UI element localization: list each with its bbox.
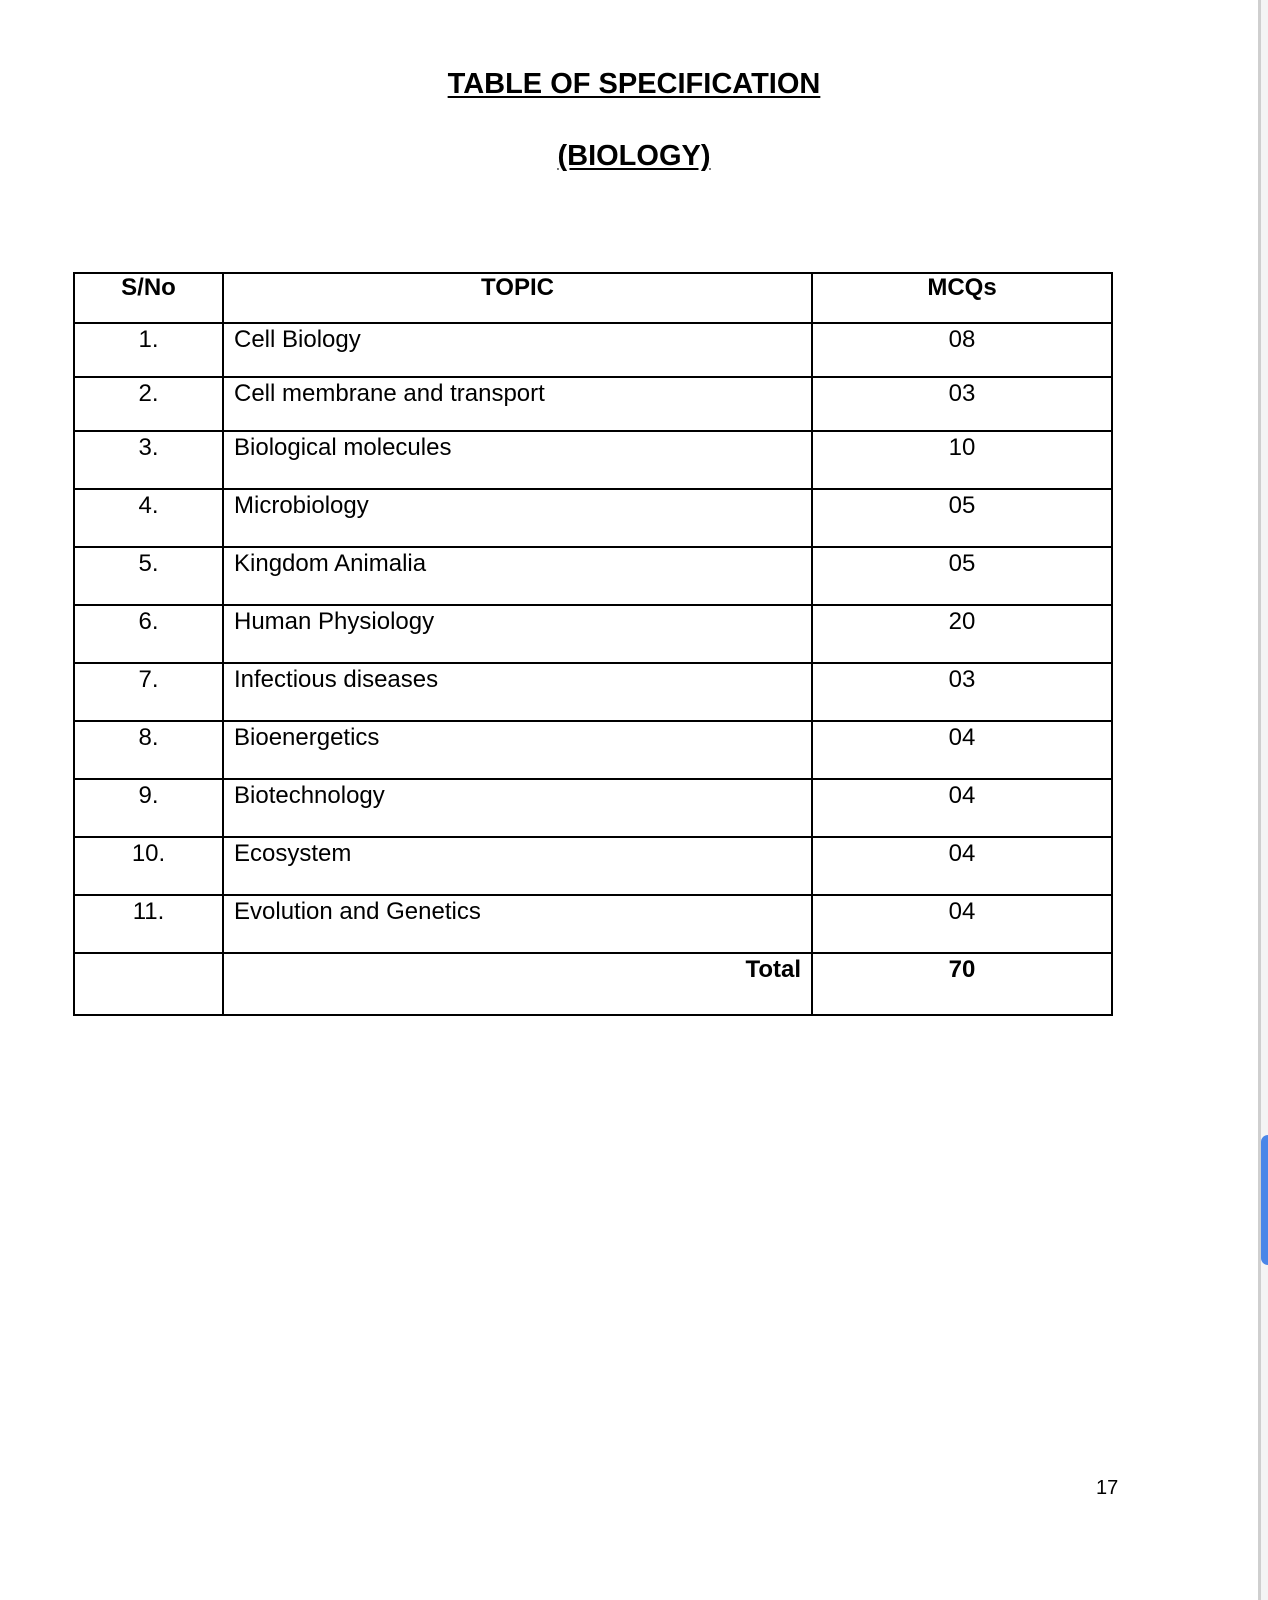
row-mcqs: 08 (812, 323, 1112, 377)
row-mcqs: 04 (812, 779, 1112, 837)
table-row (74, 837, 1112, 895)
row-topic: Cell membrane and transport (223, 377, 812, 431)
row-sno: 2. (74, 377, 223, 431)
row-mcqs: 04 (812, 721, 1112, 779)
total-row (74, 953, 1112, 1015)
row-sno: 10. (74, 837, 223, 895)
row-topic: Evolution and Genetics (223, 895, 812, 953)
row-sno: 6. (74, 605, 223, 663)
row-topic: Cell Biology (223, 323, 812, 377)
header-topic: TOPIC (223, 273, 812, 323)
row-topic: Microbiology (223, 489, 812, 547)
page-number: 17 (1096, 1477, 1119, 1499)
row-sno: 7. (74, 663, 223, 721)
row-mcqs: 05 (812, 489, 1112, 547)
table-row (74, 663, 1112, 721)
row-sno: 5. (74, 547, 223, 605)
table-row (74, 547, 1112, 605)
scroll-handle[interactable] (1261, 1135, 1268, 1265)
row-sno: 11. (74, 895, 223, 953)
row-sno: 3. (74, 431, 223, 489)
document-subtitle: (BIOLOGY) (557, 140, 711, 172)
row-mcqs: 03 (812, 377, 1112, 431)
row-mcqs: 04 (812, 895, 1112, 953)
total-value: 70 (812, 953, 1112, 1015)
table-row (74, 377, 1112, 431)
table-row (74, 431, 1112, 489)
table-row (74, 489, 1112, 547)
row-mcqs: 10 (812, 431, 1112, 489)
row-topic: Bioenergetics (223, 721, 812, 779)
row-topic: Infectious diseases (223, 663, 812, 721)
row-topic: Biotechnology (223, 779, 812, 837)
row-mcqs: 03 (812, 663, 1112, 721)
specification-table (73, 272, 1113, 1016)
header-sno: S/No (74, 273, 223, 323)
row-sno: 1. (74, 323, 223, 377)
row-sno: 4. (74, 489, 223, 547)
table-row (74, 721, 1112, 779)
row-sno: 8. (74, 721, 223, 779)
document-title: TABLE OF SPECIFICATION (447, 68, 821, 100)
table-row (74, 605, 1112, 663)
row-topic: Biological molecules (223, 431, 812, 489)
row-mcqs: 04 (812, 837, 1112, 895)
table-row (74, 779, 1112, 837)
table-row (74, 323, 1112, 377)
row-topic: Kingdom Animalia (223, 547, 812, 605)
table-row (74, 895, 1112, 953)
row-topic: Human Physiology (223, 605, 812, 663)
table-header-row (74, 273, 1112, 323)
row-mcqs: 20 (812, 605, 1112, 663)
total-label: Total (223, 953, 812, 1015)
row-sno: 9. (74, 779, 223, 837)
viewer-side-strip (1261, 0, 1268, 1600)
header-mcqs: MCQs (812, 273, 1112, 323)
row-topic: Ecosystem (223, 837, 812, 895)
total-sno-empty (74, 953, 223, 1015)
row-mcqs: 05 (812, 547, 1112, 605)
